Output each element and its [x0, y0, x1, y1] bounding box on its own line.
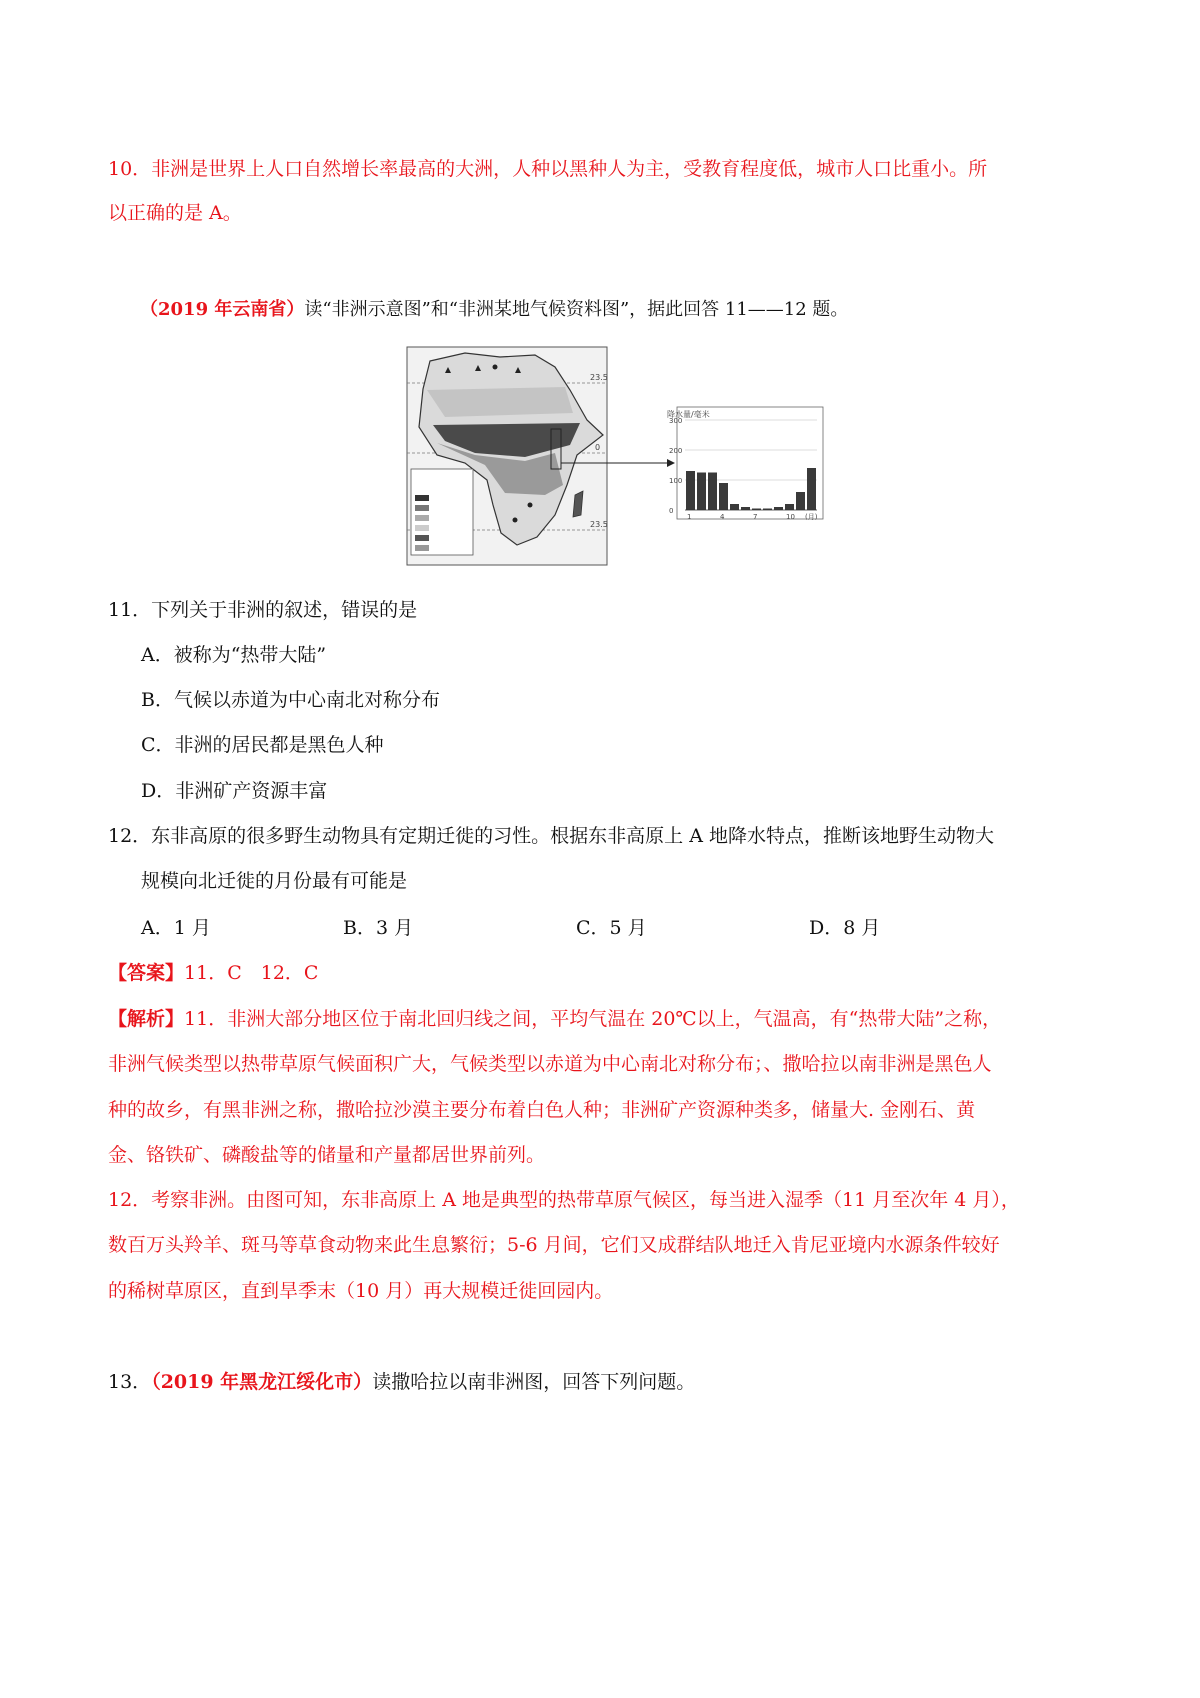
arrow-head: [667, 459, 675, 467]
chart-tick-label: 200: [669, 447, 683, 455]
legend-swatch: [415, 495, 429, 501]
analysis-p1-line-2: 非洲气候类型以热带草原气候面积广大，气候类型以赤道为中心南北对称分布；、撒哈拉以南非洲是黑色人: [108, 1053, 992, 1075]
chart-tick-label: 300: [669, 417, 683, 425]
intro-text: 读“非洲示意图”和“非洲某地气候资料图”，据此回答 11——12 题。: [304, 299, 849, 320]
q11-stem: 11．下列关于非洲的叙述，错误的是: [108, 599, 418, 621]
chart-bar-month-2: [697, 473, 706, 511]
chart-bar-month-5: [730, 504, 739, 510]
q11-option-a: A．被称为“热带大陆”: [141, 644, 327, 666]
lat-label: 0: [595, 443, 601, 452]
legend-swatch: [415, 545, 429, 551]
desert-zone: [427, 387, 573, 417]
chart-bar-month-12: [807, 468, 816, 510]
chart-bar-month-6: [741, 507, 750, 510]
q13-source: （2019 年黑龙江绥化市）: [151, 1371, 373, 1393]
legend-swatch: [415, 515, 429, 521]
answer-label: 【答案】: [108, 962, 185, 984]
intro-line: [140, 296, 848, 324]
q12-option-c: C．5 月: [576, 917, 647, 939]
analysis-p1-line-3: 种的故乡，有黑非洲之称，撒哈拉沙漠主要分布着白色人种；非洲矿产资源种类多，储量大. 金刚石、黄: [108, 1099, 976, 1121]
figure-svg: [405, 345, 825, 567]
answer-text: 11．C 12．C: [184, 962, 319, 984]
q12-line-1: 12．东非高原的很多野生动物具有定期迁徙的习性。根据东非高原上 A 地降水特点，推断该地野生动物大: [108, 825, 994, 847]
chart-month-label: 10: [786, 513, 795, 521]
mineral-symbol: [528, 503, 533, 508]
q10-line-2: 以正确的是 A。: [108, 202, 242, 224]
chart-bar-month-11: [796, 492, 805, 510]
chart-bar-month-1: [686, 471, 695, 510]
map-legend: [411, 469, 473, 555]
analysis-line-1: [108, 1005, 1001, 1033]
q12-option-d: D．8 月: [809, 917, 881, 939]
chart-month-label: 4: [720, 513, 725, 521]
chart-bar-month-10: [785, 504, 794, 510]
analysis-p1-line-4: 金、铬铁矿、磷酸盐等的储量和产量都居世界前列。: [108, 1144, 546, 1166]
chart-bar-month-3: [708, 473, 717, 511]
chart-tick-label: 100: [669, 477, 683, 485]
analysis-p1-line-1: 11．非洲大部分地区位于南北回归线之间，平均气温在 20℃以上，气温高，有“热带大陆”之称，: [184, 1008, 1002, 1030]
analysis-label: 【解析】: [108, 1008, 185, 1030]
legend-swatch: [415, 535, 429, 541]
q11-option-b: B．气候以赤道为中心南北对称分布: [141, 689, 440, 711]
q12-line-2: 规模向北迁徙的月份最有可能是: [141, 870, 408, 892]
mineral-symbol: [513, 518, 518, 523]
q11-option-d: D．非洲矿产资源丰富: [141, 780, 328, 802]
chart-bar-month-9: [774, 507, 783, 510]
chart-month-label: 1: [687, 513, 692, 521]
mineral-symbol: [493, 365, 498, 370]
q13-text: 读撒哈拉以南非洲图，回答下列问题。: [372, 1371, 696, 1393]
q12-option-a: A．1 月: [141, 917, 211, 939]
analysis-p2-line-2: 数百万头羚羊、斑马等草食动物来此生息繁衍；5-6 月间，它们又成群结队地迁入肯尼亚境内水源条件较好: [108, 1234, 1000, 1256]
q12-option-b: B．3 月: [343, 917, 414, 939]
intro-source: （2019 年云南省）: [140, 299, 305, 320]
chart-month-label: (月): [805, 513, 818, 521]
q10-line-1: 10．非洲是世界上人口自然增长率最高的大洲，人种以黑种人为主，受教育程度低，城市人口比重小。所: [108, 158, 988, 180]
q11-option-c: C．非洲的居民都是黑色人种: [141, 734, 384, 756]
chart-tick-label: 0: [669, 507, 674, 515]
chart-bar-month-4: [719, 483, 728, 510]
legend-swatch: [415, 525, 429, 531]
lat-label: 23.5: [590, 373, 608, 382]
chart-axis-label: 降水量/毫米: [667, 410, 710, 419]
legend-swatch: [415, 505, 429, 511]
lat-label: 23.5: [590, 520, 608, 529]
q13-number: 13．: [108, 1371, 152, 1393]
analysis-p2-line-1: 12．考察非洲。由图可知，东非高原上 A 地是典型的热带草原气候区，每当进入湿季（11 月至次年 4 月），: [108, 1189, 1020, 1211]
q13-line: [108, 1368, 695, 1396]
chart-month-label: 7: [753, 513, 758, 521]
africa-figure: [405, 345, 825, 567]
analysis-p2-line-3: 的稀树草原区，直到旱季末（10 月）再大规模迁徙回园内。: [108, 1280, 614, 1302]
answer-line: [108, 959, 318, 987]
